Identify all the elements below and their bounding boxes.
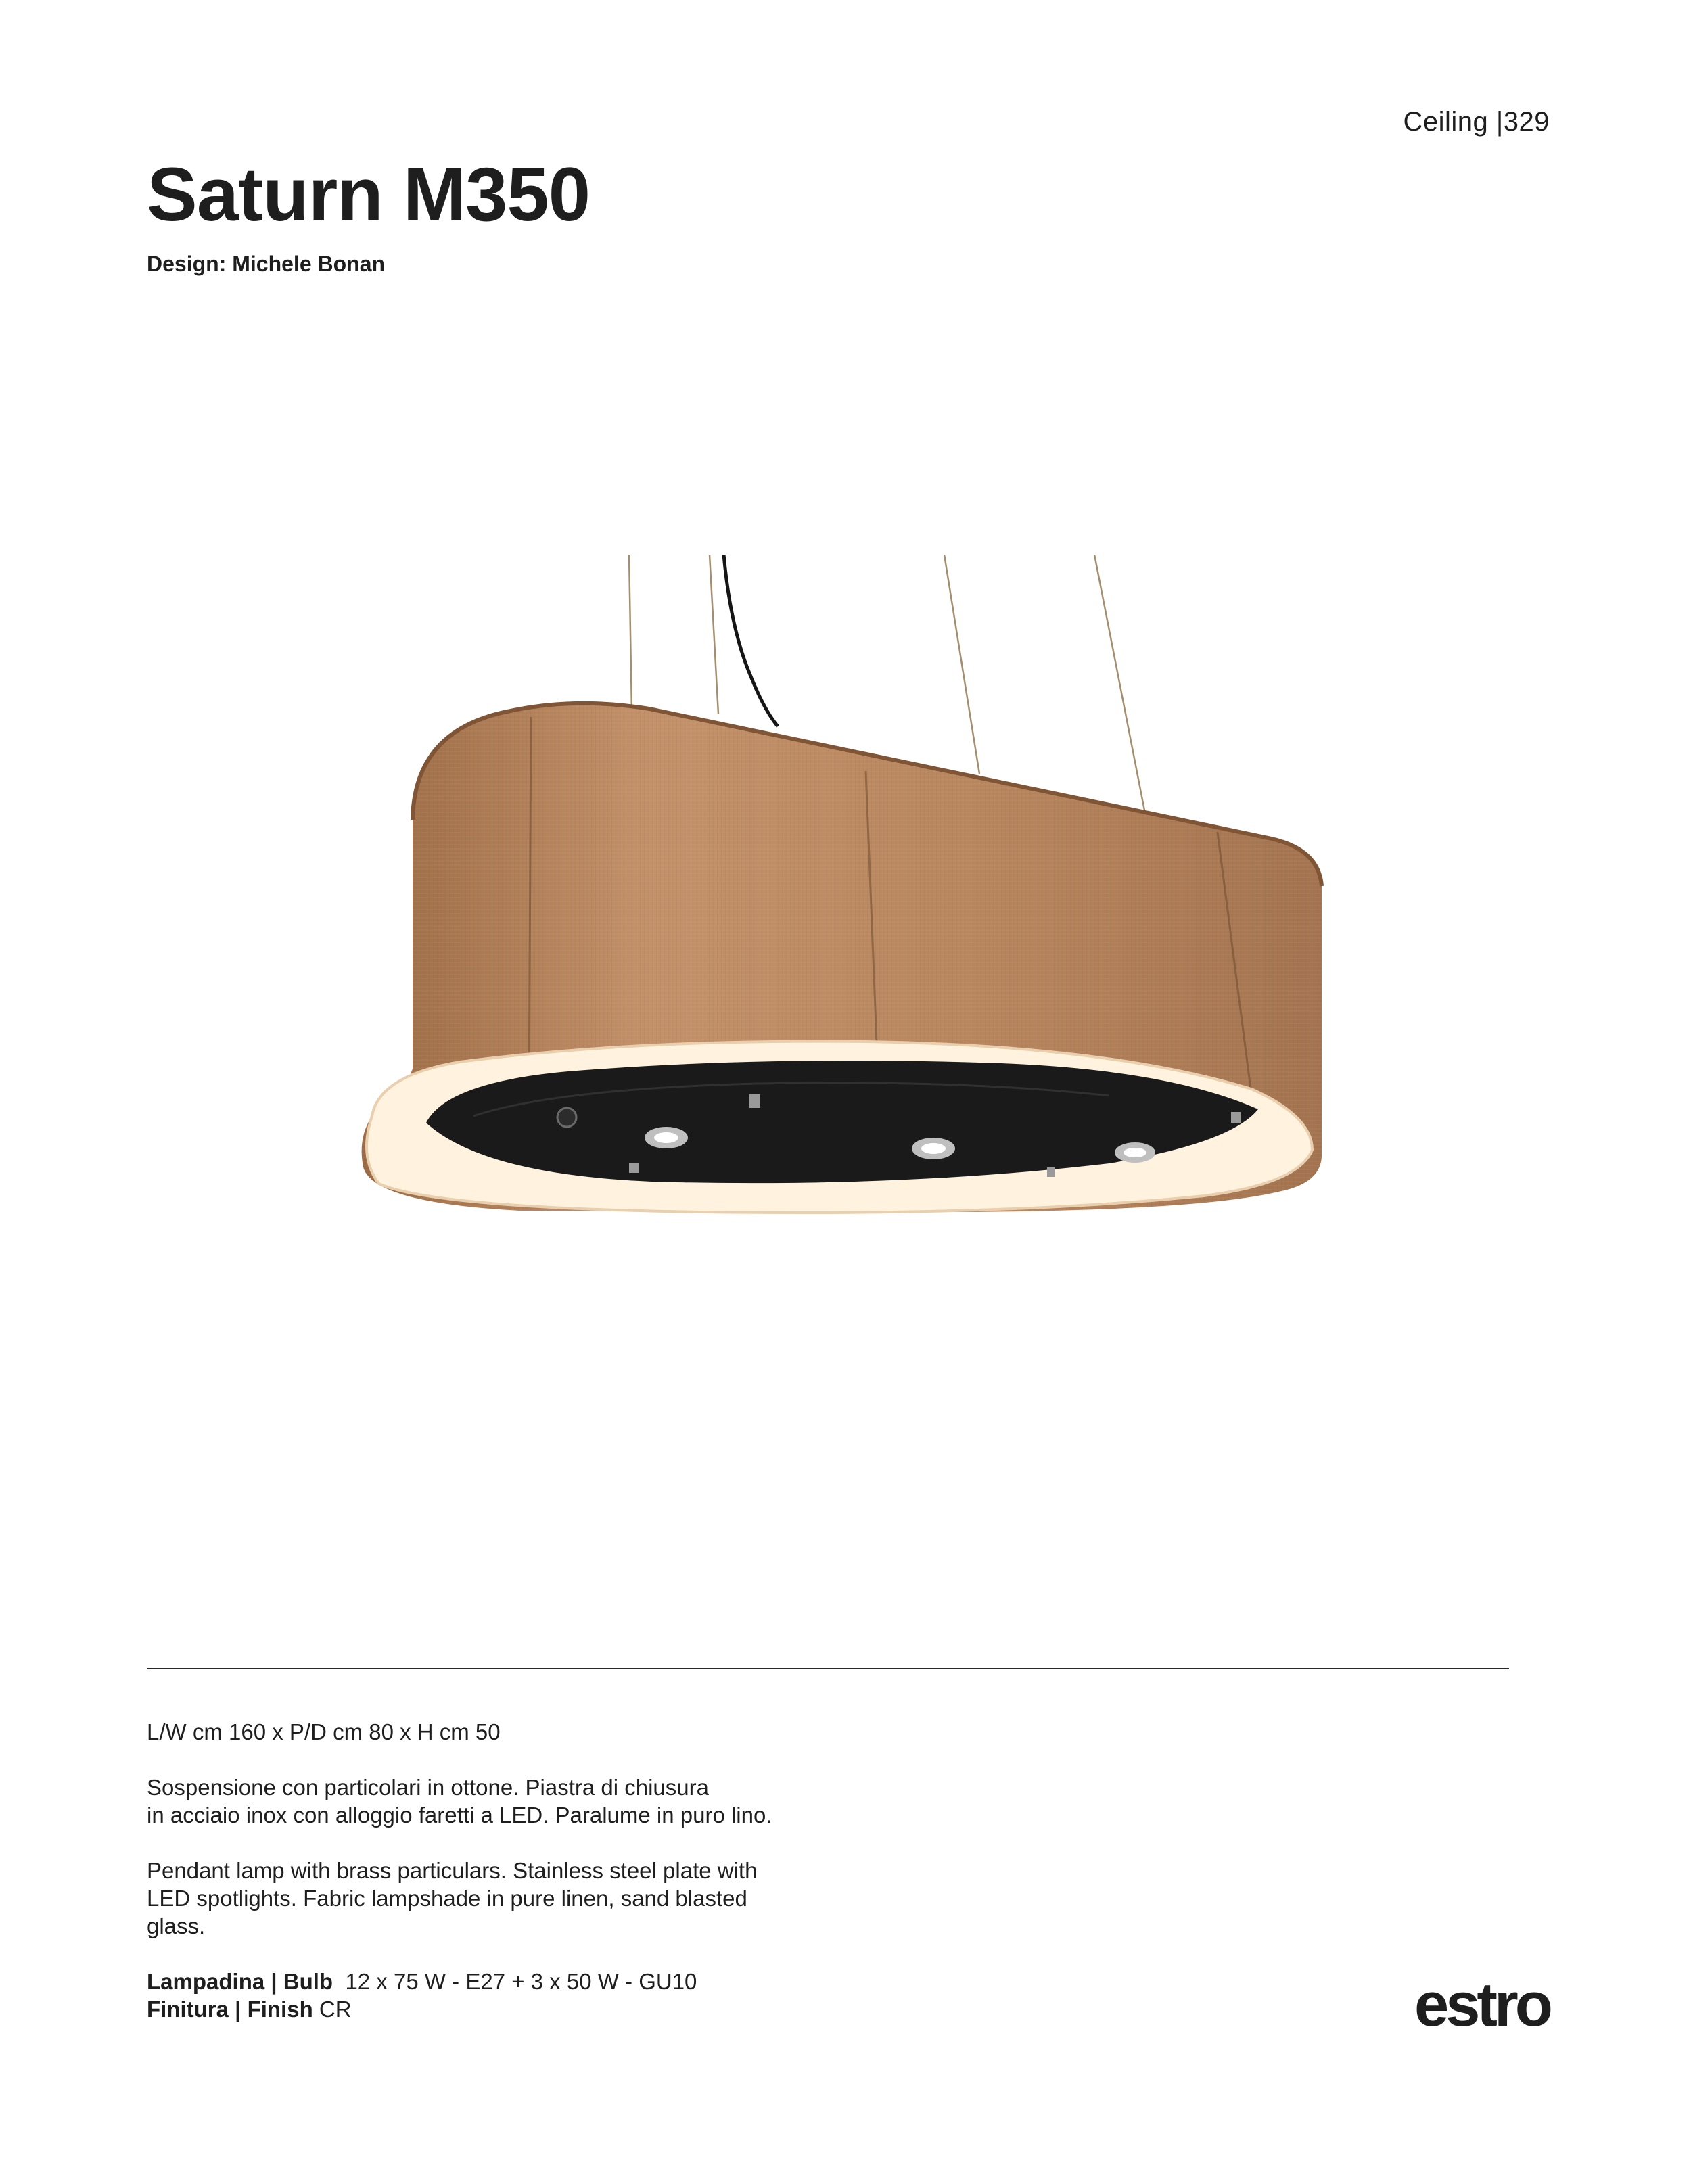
bulb-label: Lampadina | Bulb — [147, 1969, 333, 1994]
description-english — [147, 1857, 1026, 1940]
bulb-spec — [147, 1968, 1026, 1995]
led-spotlight-icon — [557, 1108, 576, 1127]
finish-spec — [147, 1995, 1026, 2023]
lampshade — [362, 703, 1322, 1213]
bulb-value: 12 x 75 W - E27 + 3 x 50 W - GU10 — [345, 1969, 697, 1994]
page-reference: Ceiling |329 — [1403, 107, 1550, 137]
product-specs — [147, 1718, 1026, 2023]
description-it-line: in acciaio inox con alloggio faretti a LED. Paralume in puro lino. — [147, 1803, 772, 1828]
description-it-line: Sospensione con particolari in ottone. Piastra di chiusura — [147, 1775, 709, 1800]
section-divider — [147, 1668, 1509, 1669]
brand-logo: estro — [1414, 1970, 1550, 2039]
description-en-line: glass. — [147, 1913, 206, 1938]
led-spotlight-icon — [1115, 1142, 1155, 1163]
description-en-line: Pendant lamp with brass particulars. Stainless steel plate with — [147, 1858, 758, 1883]
finish-value: CR — [319, 1997, 352, 2022]
description-en-line: LED spotlights. Fabric lampshade in pure linen, sand blasted — [147, 1886, 747, 1911]
description-italian — [147, 1773, 1026, 1829]
led-spotlight-icon — [645, 1127, 688, 1148]
product-title: Saturn M350 — [147, 152, 590, 237]
finish-label: Finitura | Finish — [147, 1997, 313, 2022]
dimensions-text: L/W cm 160 x P/D cm 80 x H cm 50 — [147, 1719, 501, 1744]
designer-credit: Design: Michele Bonan — [147, 252, 386, 276]
led-spotlight-icon — [912, 1138, 955, 1159]
product-photo — [352, 555, 1407, 1292]
dimensions — [147, 1718, 1026, 1746]
